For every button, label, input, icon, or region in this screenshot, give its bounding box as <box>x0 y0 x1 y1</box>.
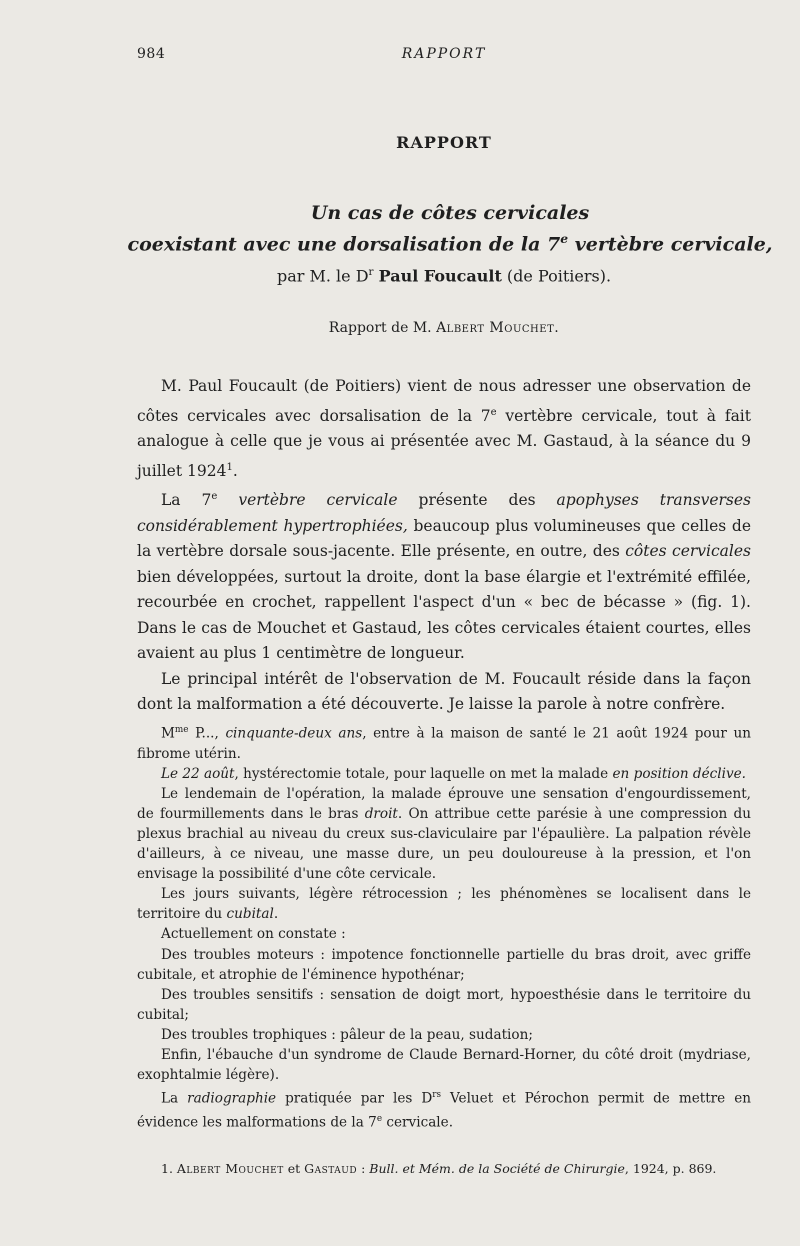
title-line-2: coexistant avec une dorsalisation de la 7e vertèbre cervicale, <box>127 231 773 256</box>
article-title <box>120 200 780 257</box>
running-head <box>137 46 751 66</box>
paragraph-1: M. Paul Foucault (de Poitiers) vient de nous adresser une observation de côtes cervicales avec dorsalisation de la 7e vertèbre cervicale, tout à fait analogue à celle que je vous ai présentée avec M. Gastaud, à la séance du 9 juillet 1924$^1$. <box>137 377 751 480</box>
paragraph-2: La 7e vertèbre cervicale présente des apophyses transverses considérablement hypertrophiées, beaucoup plus volumineuses que celles de la vertèbre dorsale sous-jacente. Elle présente, en outre, des côtes cervicales bien développées, surtout la droite, dont la base élargie et l'extrémité effilée, recourbée en crochet, rappellent l'aspect d'un « bec de bécasse » (fig. 1). Dans le cas de Mouchet et Gastaud, les côtes cervicales étaient courtes, elles avaient au plus 1 centimètre de longueur. <box>137 491 751 663</box>
obs-paragraph-8: Des troubles trophiques : pâleur de la peau, sudation; <box>161 1026 533 1043</box>
obs-paragraph-10: La radiographie pratiquée par les $D^{rs}$ Veluet et Pérochon permit de mettre en évidence les malformations de la 7e cervicale. <box>137 1090 751 1131</box>
obs-paragraph-5: Actuellement on constate : <box>161 926 346 943</box>
obs-paragraph-4: Les jours suivants, légère rétrocession ; les phénomènes se localisent dans le territoire du cubital. <box>137 886 751 923</box>
running-title: RAPPORT <box>401 46 487 62</box>
byline: par M. le $D^r$ Paul Foucault (de Poitiers). <box>276 266 612 286</box>
paragraph-3: Le principal intérêt de l'observation de M. Foucault réside dans la façon dont la malformation a été découverte. Je laisse la parole à notre confrère. <box>137 669 751 714</box>
rapporteur-name: Albert Mouchet. <box>436 320 560 336</box>
title-line-1: Un cas de côtes cervicales <box>310 202 590 224</box>
section-title: RAPPORT <box>396 133 492 152</box>
rapporteur-line: Rapport de M. Albert Mouchet. <box>328 320 560 336</box>
journal-title: Bull. et Mém. de la Société de Chirurgie <box>369 1161 625 1176</box>
obs-paragraph-2: Le 22 août, hystérectomie totale, pour laquelle on met la malade en position déclive. <box>161 765 747 782</box>
obs-paragraph-3: Le lendemain de l'opération, la malade éprouve une sensation d'engourdissement, de fourmillements dans le bras droit. On attribue cette parésie à une compression du plexus brachial au niveau du creux sus-claviculaire par l'épaulière. La palpation révèle d'ailleurs, à ce niveau, une masse dure, un peu douloureuse à la pression, et l'on envisage la possibilité d'une côte cervicale. <box>137 785 751 883</box>
observation-text <box>137 720 751 1132</box>
obs-paragraph-7: Des troubles sensitifs : sensation de doigt mort, hypoesthésie dans le territoire du cubital; <box>137 986 751 1023</box>
report-body <box>137 374 751 718</box>
footnote-ref: 1 <box>226 461 233 473</box>
footnote: 1. Albert Mouchet et Gastaud : Bull. et Mém. de la Société de Chirurgie, 1924, p. 869. <box>161 1161 717 1176</box>
author-name: Paul Foucault <box>378 266 502 286</box>
obs-paragraph-1: $M^{me}$ P..., cinquante-deux ans, entre à la maison de santé le 21 août 1924 pour un fibrome utérin. <box>137 725 751 762</box>
obs-paragraph-6: Des troubles moteurs : impotence fonctionnelle partielle du bras droit, avec griffe cubitale, et atrophie de l'éminence hypothénar; <box>137 946 751 983</box>
page-number: 984 <box>137 46 166 62</box>
obs-paragraph-9: Enfin, l'ébauche d'un syndrome de Claude Bernard-Horner, du côté droit (mydriase, exophtalmie légère). <box>137 1047 751 1084</box>
